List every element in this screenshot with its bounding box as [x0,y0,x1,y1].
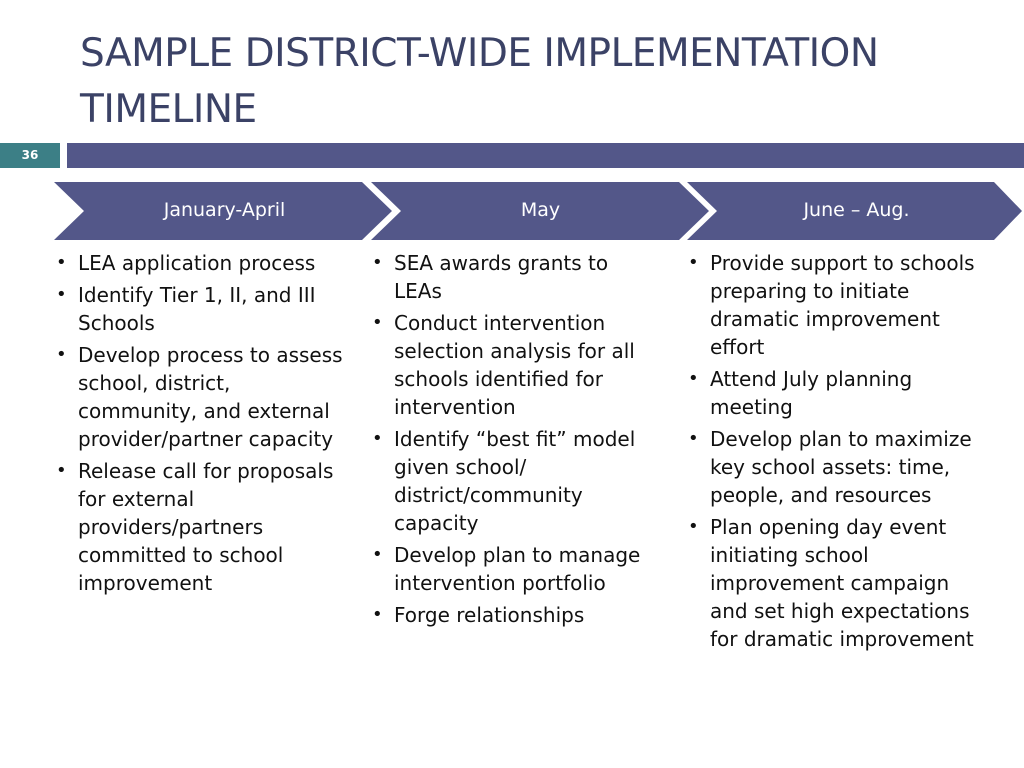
bullet-icon: • [372,312,383,333]
bullet-icon: • [372,252,383,273]
list-item: • SEA awards grants to LEAs [372,251,609,303]
list-item: • Plan opening day event initiating school improvement campaign and set high expectations for dramatic improvement [688,515,974,651]
list-item: • Release call for proposals for external providers/partners committed to school improvement [56,459,334,595]
list-item: • Provide support to schools preparing to initiate dramatic improvement effort [688,251,975,359]
bullet-list-january-april [54,249,344,601]
bullet-icon: • [688,252,699,273]
list-item: • Develop process to assess school, district, community, and external provider/partner capacity [56,343,343,451]
list-item: • Conduct intervention selection analysis for all schools identified for intervention [372,311,635,419]
bullet-icon: • [56,284,67,305]
column-header-june-aug: June – Aug. [803,199,910,221]
bullet-list-june-aug [686,249,976,657]
bullet-icon: • [56,460,67,481]
column-header-may: May [520,199,561,221]
list-item: • Develop plan to manage intervention portfolio [372,543,641,595]
list-item: • Attend July planning meeting [688,367,913,419]
bullet-icon: • [688,516,699,537]
list-item: • Identify “best fit” model given school/ district/community capacity [372,427,636,535]
list-item: • Identify Tier 1, II, and III Schools [56,283,316,335]
slide-number-box [0,143,60,168]
bullet-list-may [370,249,660,633]
bullet-icon: • [56,252,67,273]
bullet-icon: • [372,544,383,565]
column-header-january-april: January-April [163,199,286,221]
list-item: • Forge relationships [372,603,585,627]
bullet-icon: • [372,428,383,449]
bullet-icon: • [372,604,383,625]
bullet-icon: • [688,428,699,449]
header-accent-bar [67,143,1024,168]
bullet-icon: • [688,368,699,389]
bullet-icon: • [56,344,67,365]
list-item: • Develop plan to maximize key school assets: time, people, and resources [688,427,972,507]
slide-title: SAMPLE DISTRICT-WIDE IMPLEMENTATION TIMELINE [80,31,879,132]
slide-number: 36 [21,148,39,162]
list-item: • LEA application process [56,251,316,275]
